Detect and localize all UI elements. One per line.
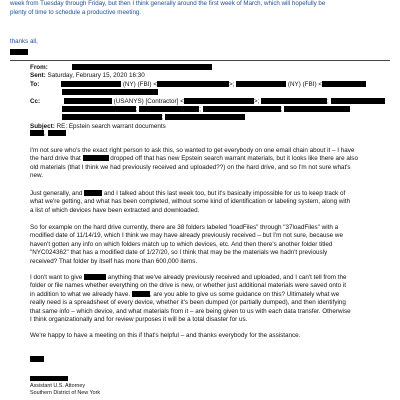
- previous-signoff: [10, 38, 38, 57]
- cc-row-cont-1: ; ; ;: [30, 106, 398, 114]
- redacted-cc-2: [261, 98, 327, 104]
- paragraph-5: [30, 332, 390, 340]
- previous-line-1: week from Tuesday through Friday, but then I think generally around the first week of March, which will hopefully be: [10, 0, 326, 7]
- redacted-sender: [72, 64, 212, 70]
- redacted-signoff-name: [10, 49, 38, 58]
- redacted-name-3: [83, 155, 109, 161]
- redacted-cc-7: [284, 106, 350, 112]
- redacted-cc-1: [64, 98, 112, 104]
- paragraph-1: [30, 147, 390, 181]
- previous-line-2: plenty of time to schedule a productive meeting.: [10, 8, 142, 16]
- redacted-cc-5: [139, 106, 199, 112]
- cc-row-cont-2: ;: [30, 114, 398, 122]
- p2-line-1-pre: Just generally, and: [30, 190, 83, 197]
- redacted-initials: [30, 356, 44, 362]
- p3-line-2: modified date of 11/14/19, which I think we may have already previously received – but I'm not sure, because we: [30, 232, 343, 240]
- p1-line-2-pre: the hard drive that: [30, 155, 81, 163]
- to-row-cont: [30, 89, 398, 97]
- subject-label: Subject:: [30, 122, 55, 130]
- p4-line-3-post: , are you able to give us some guidance on this? Ultimately what we: [149, 290, 340, 298]
- redacted-cc-9: [165, 114, 245, 120]
- signature-office: Southern District of New York: [30, 390, 101, 396]
- p2-line-3: a list of which devices have been extracted and downloaded.: [30, 206, 200, 214]
- signature-block: [30, 376, 100, 397]
- redacted-cc-6: [203, 106, 281, 112]
- redacted-name-2: [48, 130, 66, 136]
- p4-line-3: [30, 291, 390, 299]
- redacted-email-2: [322, 81, 366, 87]
- redacted-signature-name: [30, 376, 100, 383]
- sent-row: [30, 72, 398, 80]
- closing-initials: [30, 356, 390, 364]
- from-label: From:: [30, 64, 48, 71]
- redacted-cc-email-1: [184, 98, 254, 104]
- subject-value: RE: Epstein search warrant documents: [56, 122, 166, 130]
- email-header: [30, 64, 398, 131]
- redacted-name-1: [30, 130, 44, 136]
- cc-value-1: (USANYS) [Contractor] <: [113, 97, 184, 105]
- cc-row: Cc: (USANYS) [Contractor] < >; ;: [30, 98, 398, 106]
- signature-title: Assistant U.S. Attorney: [30, 383, 86, 389]
- p1-line-4: new.: [30, 172, 43, 180]
- paragraph-4: [30, 274, 390, 324]
- p4-line-5: that same info – which device, and what materials from it – are being given to us with each data transfer. Otherwise: [30, 307, 351, 315]
- p4-line-1: [30, 274, 390, 282]
- to-value-1: (NY) (FBI) <: [122, 80, 157, 88]
- p1-line-2: [30, 155, 390, 163]
- p3-line-3: haven't gotten any info on which folders match up to which devices, etc. And then there's another folder titled: [30, 240, 333, 248]
- p3-line-1: So for example on the hard drive currently, there are 38 folders labeled "loadFiles" through "37loadFiles" with a: [30, 224, 339, 231]
- p4-line-2: folder or file names whether everything on the drive is new, or whether just additional materials were saved onto it: [30, 282, 347, 290]
- redacted-recipient-1: [61, 81, 121, 87]
- message-divider: [10, 60, 390, 61]
- p5-line-1: We're happy to have a meeting on this if that's helpful – and thanks everybody for the assistance.: [30, 332, 301, 339]
- redacted-name-6: [132, 291, 150, 297]
- from-row: [30, 64, 398, 72]
- p2-line-1-post: and I talked about this last week too, but it's basically impossible for us to keep track of: [103, 190, 346, 197]
- sent-label: Sent:: [30, 72, 46, 80]
- redacted-recipients-3: [62, 89, 158, 95]
- p4-line-6: I think organizationally and for review purposes it will be a total disaster for us.: [30, 316, 248, 324]
- p2-line-2: what we're getting, and what has been completed, without some kind of identification or labeling system, along with: [30, 198, 351, 206]
- signoff-text: thanks all,: [10, 38, 38, 45]
- p4-line-1-pre: I don't want to give: [30, 274, 83, 281]
- redacted-email-1: [157, 81, 229, 87]
- sent-value: Saturday, February 15, 2020 16:30: [47, 72, 145, 80]
- p4-line-4: really need is a spreadsheet of every device, whether it's been dumped (or partially dumped), and then identifying: [30, 299, 346, 307]
- redacted-recipient-2: [236, 81, 286, 87]
- p4-line-1-post: anything that we've already previously received and uploaded, and I can't tell from the: [107, 274, 347, 281]
- redacted-cc-4: [62, 106, 136, 112]
- redacted-name-5: [84, 274, 106, 280]
- paragraph-2: [30, 190, 390, 215]
- redacted-name-4: [84, 190, 102, 196]
- cc-label: Cc:: [30, 97, 41, 105]
- redacted-cc-3: [331, 98, 385, 104]
- paragraph-3: [30, 224, 390, 266]
- p2-line-1: [30, 190, 390, 198]
- p3-line-5: received? That folder by itself has more than 600,000 items.: [30, 257, 198, 265]
- to-value-2: (NY) (FBI) <: [287, 80, 322, 88]
- to-row: To: (NY) (FBI) < >; (NY) (FBI) <: [30, 81, 398, 89]
- salutation: ,: [30, 130, 390, 138]
- p1-line-2-post: dropped off that has new Epstein search warrant materials, but it looks like there are also: [110, 155, 358, 163]
- p1-line-3: old materials (that I think we had previously received and uploaded??) on the hard drive, and so I'm not sure what's: [30, 163, 351, 171]
- previous-message: [10, 0, 394, 17]
- p3-line-4: "NYC024362" that has a modified date of 1/27/20, so I think that may be the materials we hadn't previously: [30, 249, 328, 257]
- p1-line-1: I'm not sure who's the exact right person to ask this, so wanted to get everybody on one email chain about it – I have: [30, 147, 355, 154]
- to-label: To:: [30, 80, 40, 88]
- p4-line-3-pre: in addition to what we already have.: [30, 290, 131, 298]
- redacted-cc-8: [62, 114, 162, 120]
